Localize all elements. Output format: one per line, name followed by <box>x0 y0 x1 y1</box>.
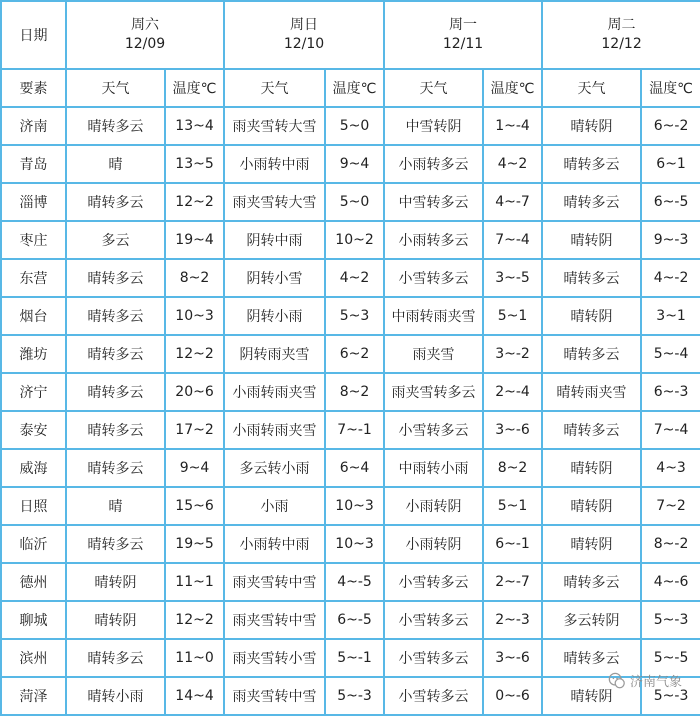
weather-cell: 中雨转雨夹雪 <box>384 297 483 335</box>
weather-cell: 晴转多云 <box>66 297 165 335</box>
weather-cell: 晴转多云 <box>542 639 641 677</box>
watermark <box>608 671 682 690</box>
temperature-cell: 6~-1 <box>483 525 542 563</box>
weather-label: 天气 <box>542 69 641 107</box>
weather-cell: 阴转小雨 <box>224 297 325 335</box>
temperature-cell: 10~3 <box>165 297 224 335</box>
temperature-cell: 20~6 <box>165 373 224 411</box>
day-name: 周六 <box>131 17 159 33</box>
temperature-cell: 7~-1 <box>325 411 384 449</box>
weather-cell: 晴转多云 <box>66 449 165 487</box>
temperature-cell: 4~-2 <box>641 259 700 297</box>
day-date: 12/09 <box>124 36 166 52</box>
table-row <box>1 145 700 183</box>
weather-cell: 晴转多云 <box>66 183 165 221</box>
temperature-cell: 10~3 <box>325 525 384 563</box>
forecast-table-body <box>1 1 700 715</box>
date-label: 日期 <box>1 1 66 69</box>
weather-cell: 晴 <box>66 145 165 183</box>
city-name: 济宁 <box>1 373 66 411</box>
table-row <box>1 601 700 639</box>
weather-cell: 晴转多云 <box>542 411 641 449</box>
table-row <box>1 297 700 335</box>
weather-cell: 晴转小雨 <box>66 677 165 715</box>
weather-cell: 中雨转小雨 <box>384 449 483 487</box>
table-row <box>1 525 700 563</box>
temperature-cell: 3~-2 <box>483 335 542 373</box>
weather-cell: 晴转多云 <box>66 335 165 373</box>
weather-cell: 晴转多云 <box>66 525 165 563</box>
temperature-cell: 6~-5 <box>641 183 700 221</box>
temperature-cell: 17~2 <box>165 411 224 449</box>
temperature-cell: 3~1 <box>641 297 700 335</box>
table-row <box>1 639 700 677</box>
day-header-mon <box>384 1 542 69</box>
city-name: 东营 <box>1 259 66 297</box>
temperature-cell: 7~-4 <box>483 221 542 259</box>
weather-cell: 雨夹雪转中雪 <box>224 601 325 639</box>
city-name: 枣庄 <box>1 221 66 259</box>
weather-label: 天气 <box>384 69 483 107</box>
temperature-cell: 19~4 <box>165 221 224 259</box>
weather-cell: 晴转多云 <box>542 335 641 373</box>
temperature-cell: 10~2 <box>325 221 384 259</box>
weather-cell: 小雪转多云 <box>384 677 483 715</box>
weather-cell: 阴转雨夹雪 <box>224 335 325 373</box>
temperature-cell: 2~-4 <box>483 373 542 411</box>
weather-cell: 晴转阴 <box>66 563 165 601</box>
day-date: 12/12 <box>601 36 642 52</box>
weather-cell: 雨夹雪转大雪 <box>224 183 325 221</box>
city-name: 潍坊 <box>1 335 66 373</box>
temperature-cell: 15~6 <box>165 487 224 525</box>
weather-cell: 中雪转多云 <box>384 183 483 221</box>
weather-cell: 多云转阴 <box>542 601 641 639</box>
table-row <box>1 411 700 449</box>
city-name: 淄博 <box>1 183 66 221</box>
city-name: 临沂 <box>1 525 66 563</box>
weather-cell: 晴转多云 <box>66 259 165 297</box>
weather-cell: 晴转多云 <box>66 373 165 411</box>
weather-cell: 小雪转多云 <box>384 601 483 639</box>
temperature-cell: 5~-4 <box>641 335 700 373</box>
city-name: 威海 <box>1 449 66 487</box>
city-name: 泰安 <box>1 411 66 449</box>
temperature-cell: 4~2 <box>325 259 384 297</box>
temperature-cell: 6~1 <box>641 145 700 183</box>
weather-cell: 小雨转中雨 <box>224 145 325 183</box>
weather-cell: 小雨转阴 <box>384 487 483 525</box>
temperature-cell: 8~2 <box>325 373 384 411</box>
day-header-tue <box>542 1 700 69</box>
temperature-cell: 4~2 <box>483 145 542 183</box>
day-header-sun <box>224 1 384 69</box>
temperature-cell: 5~1 <box>483 487 542 525</box>
temp-label: 温度℃ <box>641 69 700 107</box>
weather-cell: 晴转多云 <box>66 107 165 145</box>
weather-cell: 晴 <box>66 487 165 525</box>
temperature-cell: 12~2 <box>165 183 224 221</box>
temperature-cell: 8~2 <box>165 259 224 297</box>
temperature-cell: 12~2 <box>165 335 224 373</box>
temperature-cell: 4~-6 <box>641 563 700 601</box>
temperature-cell: 8~2 <box>483 449 542 487</box>
table-row <box>1 677 700 715</box>
temperature-cell: 2~-7 <box>483 563 542 601</box>
weather-cell: 晴转阴 <box>542 487 641 525</box>
day-date: 12/11 <box>442 36 484 52</box>
weather-cell: 小雪转多云 <box>384 259 483 297</box>
weather-cell: 雨夹雪转中雪 <box>224 677 325 715</box>
temperature-cell: 3~-5 <box>483 259 542 297</box>
temperature-cell: 14~4 <box>165 677 224 715</box>
weather-label: 天气 <box>66 69 165 107</box>
city-name: 菏泽 <box>1 677 66 715</box>
temperature-cell: 2~-3 <box>483 601 542 639</box>
temperature-cell: 7~2 <box>641 487 700 525</box>
weather-cell: 晴转阴 <box>66 601 165 639</box>
temperature-cell: 8~-2 <box>641 525 700 563</box>
city-name: 济南 <box>1 107 66 145</box>
weather-cell: 晴转雨夹雪 <box>542 373 641 411</box>
temperature-cell: 13~5 <box>165 145 224 183</box>
temperature-cell: 0~-6 <box>483 677 542 715</box>
temperature-cell: 6~2 <box>325 335 384 373</box>
weather-label: 天气 <box>224 69 325 107</box>
header-day-row <box>1 1 700 69</box>
weather-cell: 阴转小雪 <box>224 259 325 297</box>
day-name: 周日 <box>290 17 319 33</box>
weather-cell: 晴转阴 <box>542 677 641 715</box>
temperature-cell: 5~1 <box>483 297 542 335</box>
weather-cell: 小雨 <box>224 487 325 525</box>
temperature-cell: 4~3 <box>641 449 700 487</box>
temperature-cell: 19~5 <box>165 525 224 563</box>
temperature-cell: 5~-3 <box>325 677 384 715</box>
weather-cell: 晴转阴 <box>542 107 641 145</box>
watermark-text: 济南气象 <box>629 675 682 690</box>
weather-cell: 小雨转雨夹雪 <box>224 373 325 411</box>
temperature-cell: 5~0 <box>325 107 384 145</box>
temperature-cell: 9~-3 <box>641 221 700 259</box>
weather-cell: 小雨转多云 <box>384 221 483 259</box>
table-row <box>1 449 700 487</box>
chat-bubble-icon <box>608 672 626 690</box>
day-header-sat <box>66 1 224 69</box>
weather-cell: 小雨转多云 <box>384 145 483 183</box>
weather-cell: 小雨转雨夹雪 <box>224 411 325 449</box>
table-row <box>1 107 700 145</box>
city-name: 聊城 <box>1 601 66 639</box>
table-row <box>1 259 700 297</box>
temperature-cell: 5~-3 <box>641 677 700 715</box>
weather-cell: 晴转多云 <box>542 259 641 297</box>
city-name: 德州 <box>1 563 66 601</box>
weather-cell: 晴转阴 <box>542 297 641 335</box>
temperature-cell: 5~-1 <box>325 639 384 677</box>
weather-cell: 阴转中雨 <box>224 221 325 259</box>
weather-cell: 小雨转阴 <box>384 525 483 563</box>
temp-label: 温度℃ <box>165 69 224 107</box>
temperature-cell: 12~2 <box>165 601 224 639</box>
temperature-cell: 4~-7 <box>483 183 542 221</box>
weather-cell: 晴转多云 <box>542 183 641 221</box>
weather-cell: 中雪转阴 <box>384 107 483 145</box>
table-row <box>1 563 700 601</box>
temperature-cell: 6~-3 <box>641 373 700 411</box>
temperature-cell: 5~0 <box>325 183 384 221</box>
city-name: 日照 <box>1 487 66 525</box>
table-row <box>1 487 700 525</box>
temp-label: 温度℃ <box>483 69 542 107</box>
temperature-cell: 11~1 <box>165 563 224 601</box>
weather-cell: 晴转阴 <box>542 449 641 487</box>
table-row <box>1 183 700 221</box>
city-name: 青岛 <box>1 145 66 183</box>
weather-cell: 小雪转多云 <box>384 639 483 677</box>
table-row <box>1 335 700 373</box>
temperature-cell: 3~-6 <box>483 639 542 677</box>
day-name: 周一 <box>449 17 478 33</box>
temperature-cell: 6~-2 <box>641 107 700 145</box>
weather-cell: 小雨转中雨 <box>224 525 325 563</box>
temperature-cell: 13~4 <box>165 107 224 145</box>
weather-cell: 小雪转多云 <box>384 563 483 601</box>
temperature-cell: 11~0 <box>165 639 224 677</box>
weather-cell: 晴转多云 <box>66 411 165 449</box>
weather-cell: 晴转多云 <box>542 563 641 601</box>
weather-cell: 雨夹雪转多云 <box>384 373 483 411</box>
temperature-cell: 4~-5 <box>325 563 384 601</box>
temp-label: 温度℃ <box>325 69 384 107</box>
weather-cell: 小雪转多云 <box>384 411 483 449</box>
weather-cell: 晴转阴 <box>542 525 641 563</box>
temperature-cell: 6~-5 <box>325 601 384 639</box>
header-factor-row <box>1 69 700 107</box>
city-name: 烟台 <box>1 297 66 335</box>
temperature-cell: 1~-4 <box>483 107 542 145</box>
temperature-cell: 3~-6 <box>483 411 542 449</box>
weather-cell: 雨夹雪转小雪 <box>224 639 325 677</box>
day-date: 12/10 <box>283 36 325 52</box>
factor-label: 要素 <box>1 69 66 107</box>
temperature-cell: 9~4 <box>325 145 384 183</box>
weather-cell: 晴转多云 <box>66 639 165 677</box>
weather-cell: 雨夹雪 <box>384 335 483 373</box>
weather-cell: 晴转多云 <box>542 145 641 183</box>
weather-cell: 多云转小雨 <box>224 449 325 487</box>
weather-cell: 雨夹雪转大雪 <box>224 107 325 145</box>
temperature-cell: 6~4 <box>325 449 384 487</box>
weather-cell: 多云 <box>66 221 165 259</box>
city-name: 滨州 <box>1 639 66 677</box>
table-row <box>1 373 700 411</box>
weather-cell: 晴转阴 <box>542 221 641 259</box>
weather-cell: 雨夹雪转中雪 <box>224 563 325 601</box>
temperature-cell: 9~4 <box>165 449 224 487</box>
temperature-cell: 10~3 <box>325 487 384 525</box>
temperature-cell: 5~-5 <box>641 639 700 677</box>
temperature-cell: 5~3 <box>325 297 384 335</box>
day-name: 周二 <box>607 17 636 33</box>
table-row <box>1 221 700 259</box>
temperature-cell: 5~-3 <box>641 601 700 639</box>
temperature-cell: 7~-4 <box>641 411 700 449</box>
